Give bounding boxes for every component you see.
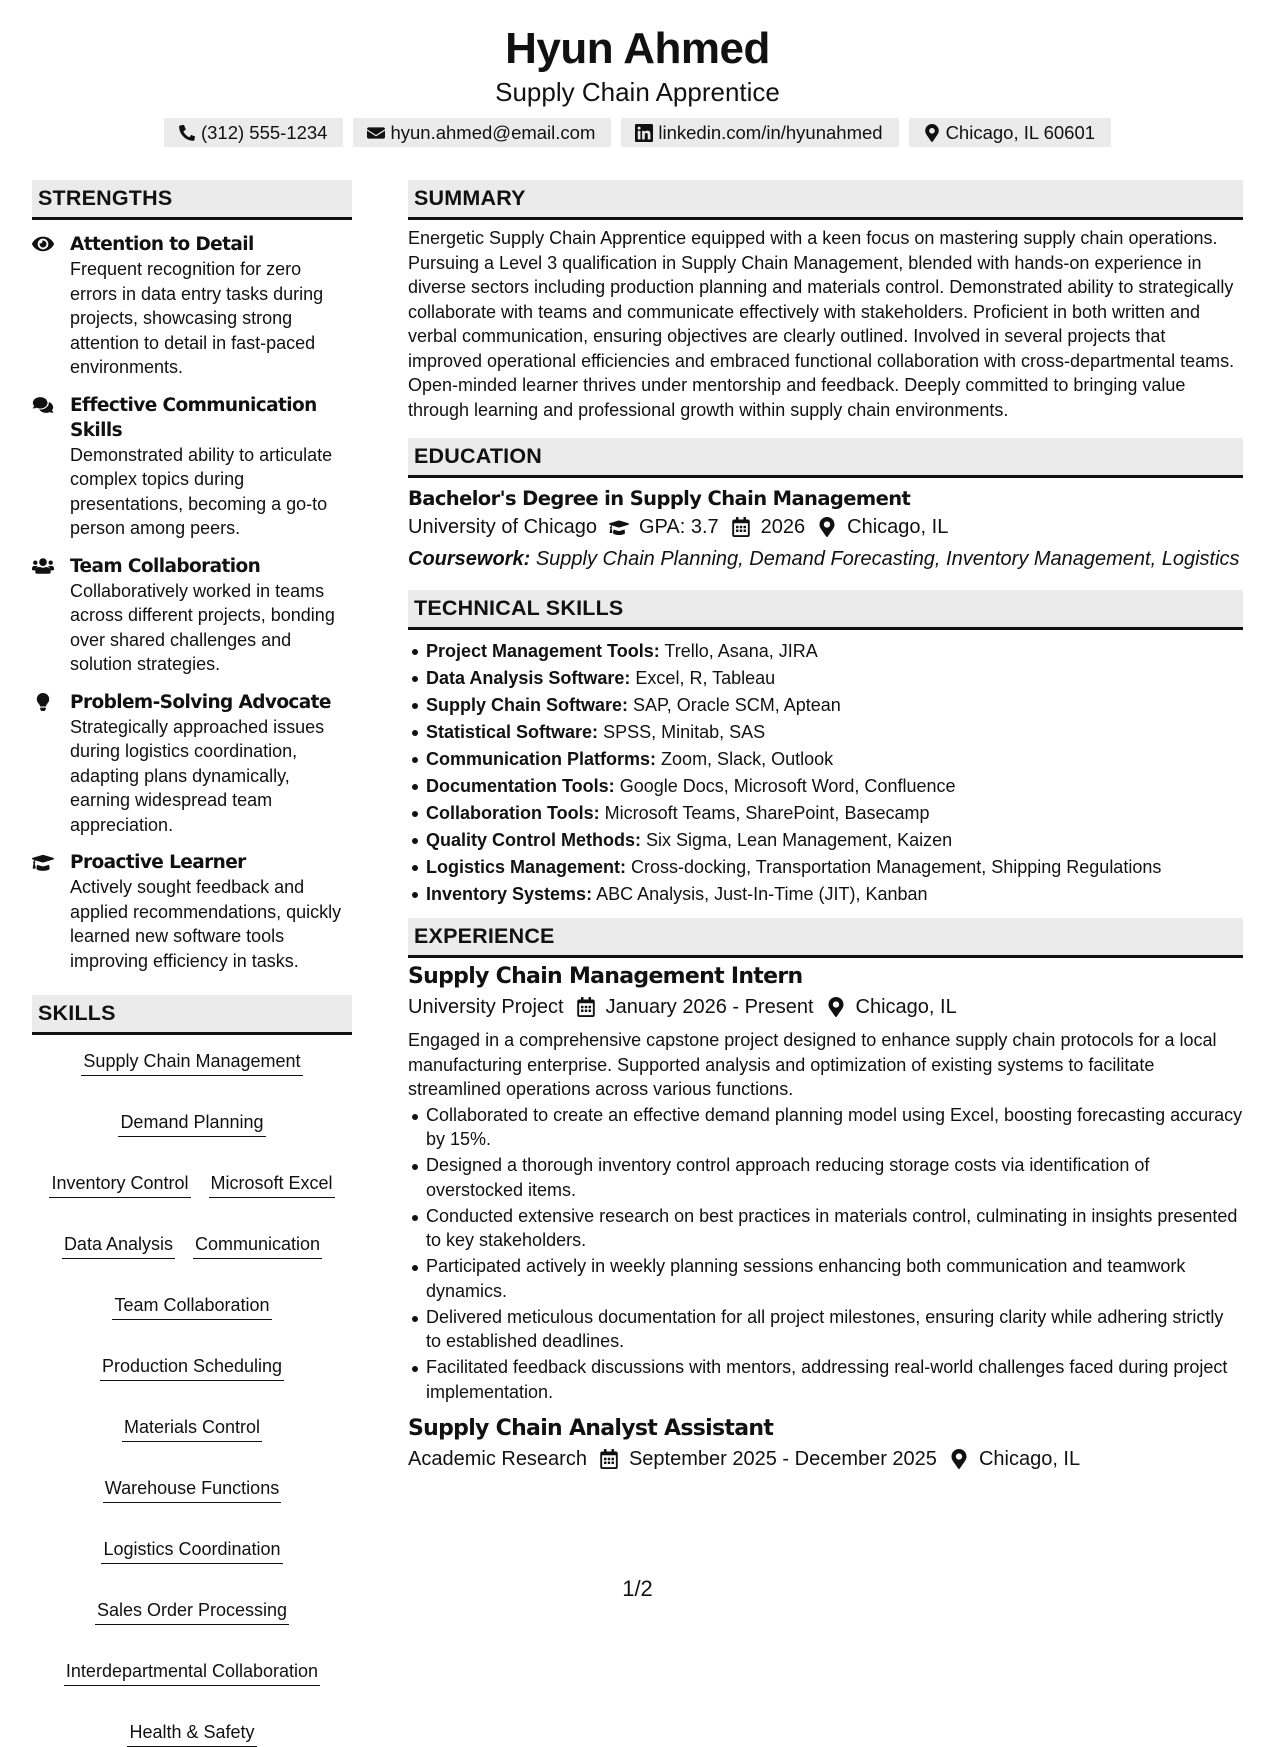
- contact-email-text: hyun.ahmed@email.com: [390, 121, 596, 143]
- phone-icon: [178, 124, 196, 142]
- strength-item: [32, 554, 352, 677]
- map-pin-icon: [817, 517, 837, 537]
- list-item: Participated actively in weekly planning sessions enhancing both communication and teamwork dynamics.: [426, 1254, 1243, 1303]
- skill-tag: Data Analysis: [62, 1232, 175, 1259]
- coursework-list: Supply Chain Planning, Demand Forecasting, Inventory Management, Logistics: [535, 548, 1240, 570]
- list-item: Designed a thorough inventory control approach reducing storage costs via identification of overstocked items.: [426, 1153, 1243, 1202]
- job-entry: [408, 1414, 1243, 1474]
- job-meta: [408, 992, 1243, 1022]
- contact-linkedin-text: linkedin.com/in/hyunahmed: [658, 121, 883, 143]
- list-item: Delivered meticulous documentation for all project milestones, ensuring clarity while adhering strictly to established deadlines.: [426, 1305, 1243, 1354]
- strength-desc: Frequent recognition for zero errors in data entry tasks during projects, showcasing strong attention to detail in fast-paced environments.: [70, 259, 324, 377]
- strength-item: [32, 690, 352, 838]
- job-location: Chicago, IL: [978, 1448, 1081, 1470]
- list-item: Facilitated feedback discussions with mentors, addressing real-world challenges faced during project implementation.: [426, 1355, 1243, 1404]
- contact-location-text: Chicago, IL 60601: [945, 121, 1096, 143]
- page-number: 1/2: [622, 1576, 653, 1601]
- skill-tag: Inventory Control: [49, 1171, 190, 1198]
- skills-list: [32, 1049, 352, 1747]
- contact-email[interactable]: [353, 118, 611, 147]
- list-item: Quality Control Methods: Six Sigma, Lean Management, Kaizen: [426, 827, 1243, 854]
- education-year: 2026: [760, 516, 806, 538]
- skill-tag: Health & Safety: [127, 1720, 256, 1747]
- list-item: Collaboration Tools: Microsoft Teams, SharePoint, Basecamp: [426, 800, 1243, 827]
- contact-linkedin[interactable]: [621, 118, 898, 147]
- job-description: Engaged in a comprehensive capstone project designed to enhance supply chain protocols for a local manufacturing enterprise. Supported analysis and optimization of existing systems to facilitate streamlined operations across various functions.: [408, 1030, 1217, 1099]
- skill-tag: Demand Planning: [118, 1110, 265, 1137]
- strength-item: [32, 232, 352, 380]
- skill-tag: Production Scheduling: [100, 1354, 284, 1381]
- list-item: Statistical Software: SPSS, Minitab, SAS: [426, 719, 1243, 746]
- skill-tag: Microsoft Excel: [209, 1171, 335, 1198]
- list-item: Inventory Systems: ABC Analysis, Just-In-Time (JIT), Kanban: [426, 881, 1243, 908]
- skill-tag: Logistics Coordination: [101, 1537, 282, 1564]
- education-gpa: GPA: 3.7: [638, 516, 719, 538]
- technical-skills-heading: TECHNICAL SKILLS: [408, 590, 1243, 630]
- strengths-list: [32, 232, 352, 973]
- graduation-cap-icon: [609, 517, 629, 537]
- list-item: Communication Platforms: Zoom, Slack, Outlook: [426, 746, 1243, 773]
- job-bullets: [408, 1103, 1243, 1405]
- strength-title: Proactive Learner: [70, 852, 246, 873]
- education-heading: EDUCATION: [408, 438, 1243, 478]
- skill-tag: Communication: [193, 1232, 322, 1259]
- candidate-title: Supply Chain Apprentice: [495, 77, 780, 107]
- skill-tag: Team Collaboration: [112, 1293, 271, 1320]
- calendar-icon: [731, 517, 751, 537]
- graduation-cap-icon: [32, 853, 54, 871]
- right-column: [408, 180, 1243, 1474]
- job-location: Chicago, IL: [855, 996, 957, 1018]
- list-item: Conducted extensive research on best practices in materials control, culminating in insights presented to key stakeholders.: [426, 1204, 1243, 1253]
- list-item: Logistics Management: Cross-docking, Transportation Management, Shipping Regulations: [426, 854, 1243, 881]
- calendar-icon: [599, 1449, 619, 1469]
- skills-section: [32, 995, 352, 1747]
- contact-phone-text: (312) 555-1234: [200, 121, 328, 143]
- linkedin-icon: [635, 124, 653, 142]
- job-title: Supply Chain Management Intern: [408, 964, 803, 989]
- strength-desc: Demonstrated ability to articulate complex topics during presentations, becoming a go-to person among peers.: [70, 444, 333, 538]
- education-location: Chicago, IL: [847, 516, 949, 538]
- skill-tag: Supply Chain Management: [81, 1049, 302, 1076]
- education-school: University of Chicago: [408, 516, 597, 538]
- calendar-icon: [576, 997, 596, 1017]
- education-coursework: [408, 544, 1243, 574]
- contact-location: [909, 118, 1111, 147]
- strength-title: Attention to Detail: [70, 234, 254, 255]
- map-pin-icon: [923, 124, 941, 142]
- list-item: Documentation Tools: Google Docs, Microsoft Word, Confluence: [426, 773, 1243, 800]
- list-item: Supply Chain Software: SAP, Oracle SCM, Aptean: [426, 692, 1243, 719]
- lightbulb-icon: [32, 693, 54, 711]
- strength-title: Effective Communication Skills: [70, 394, 317, 441]
- skill-tag: Materials Control: [122, 1415, 262, 1442]
- left-column: [32, 180, 352, 1747]
- map-pin-icon: [949, 1449, 969, 1469]
- job-org: Academic Research: [408, 1448, 587, 1470]
- strength-item: [32, 393, 352, 541]
- list-item: Project Management Tools: Trello, Asana, JIRA: [426, 638, 1243, 665]
- job-entry: [408, 962, 1243, 1404]
- job-dates: September 2025 - December 2025: [628, 1448, 937, 1470]
- contact-bar: [0, 118, 1275, 147]
- map-pin-icon: [826, 997, 846, 1017]
- technical-skills-list: [408, 638, 1243, 908]
- summary-heading: SUMMARY: [408, 180, 1243, 220]
- job-meta: [408, 1444, 1243, 1474]
- coursework-label: Coursework:: [408, 548, 531, 570]
- users-icon: [32, 557, 54, 575]
- strength-desc: Strategically approached issues during logistics coordination, adapting plans dynamically, earning widespread team appreciation.: [70, 716, 325, 835]
- comments-icon: [32, 396, 54, 414]
- skill-tag: Warehouse Functions: [103, 1476, 281, 1503]
- strength-title: Problem-Solving Advocate: [70, 691, 331, 713]
- strengths-heading: STRENGTHS: [32, 180, 352, 220]
- list-item: Data Analysis Software: Excel, R, Tableau: [426, 665, 1243, 692]
- eye-icon: [32, 235, 54, 253]
- job-dates: January 2026 - Present: [605, 996, 814, 1018]
- job-org: University Project: [408, 996, 564, 1018]
- resume-header: [0, 22, 1275, 147]
- job-title: Supply Chain Analyst Assistant: [408, 1416, 774, 1441]
- skill-tag: Sales Order Processing: [95, 1598, 289, 1625]
- skills-heading: SKILLS: [32, 995, 352, 1035]
- candidate-name: Hyun Ahmed: [505, 24, 770, 73]
- skill-tag: Interdepartmental Collaboration: [64, 1659, 320, 1686]
- strength-title: Team Collaboration: [70, 555, 261, 577]
- strength-desc: Collaboratively worked in teams across different projects, bonding over shared challenges and solution strategies.: [70, 580, 335, 674]
- summary-text: Energetic Supply Chain Apprentice equipped with a keen focus on mastering supply chain operations. Pursuing a Level 3 qualification in Supply Chain Management, blended with hands-on experience in diverse sectors including production planning and materials control. Demonstrated ability to strategically collaborate with teams and communicate effectively with stakeholders. Proficient in both written and verbal communication, ensuring objectives are clearly outlined. Involved in several projects that improved operational efficiencies and embraced functional collaboration with cross-departmental teams. Open-minded learner thrives under mentorship and feedback. Deeply committed to bringing value through learning and professional growth within supply chain environments.: [408, 228, 1235, 420]
- envelope-icon: [367, 124, 385, 142]
- strength-desc: Actively sought feedback and applied recommendations, quickly learned new software tools improving efficiency in tasks.: [70, 877, 342, 971]
- contact-phone[interactable]: [164, 118, 344, 147]
- list-item: Collaborated to create an effective demand planning model using Excel, boosting forecasting accuracy by 15%.: [426, 1103, 1243, 1152]
- strength-item: [32, 850, 352, 973]
- education-degree: Bachelor's Degree in Supply Chain Management: [408, 487, 911, 510]
- education-meta: [408, 512, 1243, 542]
- experience-heading: EXPERIENCE: [408, 918, 1243, 958]
